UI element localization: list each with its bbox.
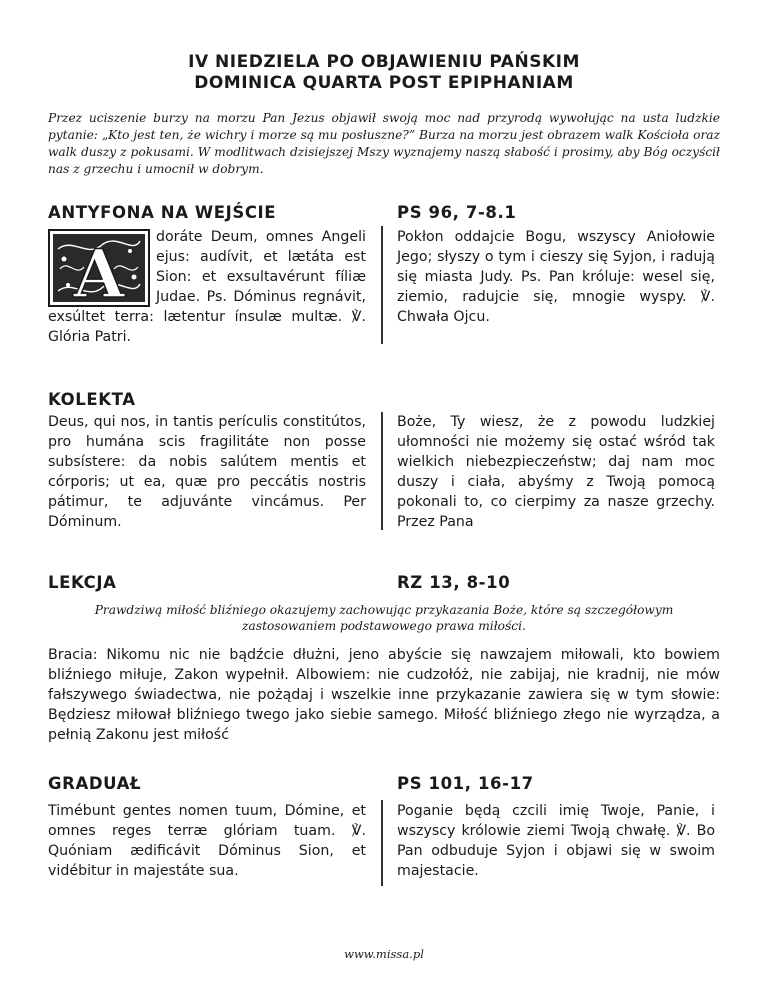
kolekta-latin: Deus, qui nos, in tantis perículis constitútos, pro humána scis fragilitáte non posse subsístere: da nobis salútem mentis et córporis; ut ea, quæ pro peccátis nostris pátimur, te adjuvánte vincámus. Per Dóminum.	[48, 414, 366, 530]
kolekta-heading: KOLEKTA	[48, 390, 136, 409]
lekcja-subtitle	[48, 602, 720, 634]
lekcja-subtitle-line: zastosowaniem podstawowego prawa miłości.	[242, 619, 526, 633]
gradual-latin: Timébunt gentes nomen tuum, Dómine, et omnes reges terræ glóriam tuam. ℣. Quóniam ædificávit Dóminus Sion, et vidébitur in majestáte sua.	[48, 803, 366, 879]
footer-website: www.missa.pl	[344, 947, 424, 961]
page-subtitle-latin: DOMINICA QUARTA POST EPIPHANIAM	[194, 73, 574, 93]
antyfona-latin	[48, 227, 366, 347]
initial-letter: A	[73, 235, 125, 307]
antyfona-polish: Pokłon oddajcie Bogu, wszyscy Aniołowie Jego; słyszy o tym i cieszy się Syjon, i radują się miasta Judy. Ps. Pan króluje: wesel się, ziemio, radujcie się, mnogie wyspy. ℣. Chwała Ojcu.	[397, 229, 715, 325]
lekcja-heading: LEKCJA	[48, 573, 117, 592]
gradual-reference: PS 101, 16-17	[397, 774, 534, 793]
intro-paragraph: Przez uciszenie burzy na morzu Pan Jezus objawił swoją moc nad przyrodą wywołując na usta ludzkie pytanie: „Kto jest ten, że wichry i morze są mu posłuszne?” Burza na morzu jest obrazem walk Kościoła oraz walk duszy z pokusami. W modlitwach dzisiejszej Mszy wyznajemy naszą słabość i prosimy, aby Bóg oczyścił nas z grzechu i umocnił w dobrym.	[48, 111, 720, 176]
column-divider	[381, 412, 383, 530]
column-divider	[381, 226, 383, 344]
antyfona-reference: PS 96, 7-8.1	[397, 203, 517, 222]
page-title: IV NIEDZIELA PO OBJAWIENIU PAŃSKIM	[188, 52, 580, 72]
ornamental-initial-a-icon	[48, 229, 150, 307]
lekcja-subtitle-line: Prawdziwą miłość bliźniego okazujemy zachowując przykazania Boże, które są szczegółowym	[94, 603, 674, 617]
antyfona-heading: ANTYFONA NA WEJŚCIE	[48, 203, 277, 222]
lekcja-reference: RZ 13, 8-10	[397, 573, 511, 592]
kolekta-polish: Boże, Ty wiesz, że z powodu ludzkiej ułomności nie możemy się ostać wśród tak wielkich niebezpieczeństw; daj nam moc duszy i ciała, abyśmy z Twoją pomocą pokonali to, co cierpimy za nasze grzechy. Przez Pana	[397, 414, 715, 530]
antyfona-latin-text: doráte Deum, omnes Angeli ejus: audívit, et lætáta est Sion: et exsultavérunt fíliæ Judae. Ps. Dóminus regnávit, exsúltet terra: lætentur ínsulæ multæ. ℣. Glória Patri.	[48, 229, 366, 345]
column-divider	[381, 800, 383, 886]
gradual-heading: GRADUAŁ	[48, 774, 142, 793]
lekcja-body: Bracia: Nikomu nic nie bądźcie dłużni, jeno abyście się nawzajem miłowali, kto bowiem bliźniego miłuje, Zakon wypełnił. Albowiem: nie cudzołóż, nie zabijaj, nie kradnij, nie mów fałszywego świadectwa, nie pożądaj i wszelkie inne przykazanie zawiera się w tym słowie: Będziesz miłował bliźniego twego jako siebie samego. Miłość bliźniego złego nie wyrządza, a pełnią Zakonu jest miłość	[48, 647, 720, 743]
gradual-polish: Poganie będą czcili imię Twoje, Panie, i wszyscy królowie ziemi Twoją chwałę. ℣. Bo Pan odbuduje Syjon i objawi się w swoim majestacie.	[397, 803, 715, 879]
